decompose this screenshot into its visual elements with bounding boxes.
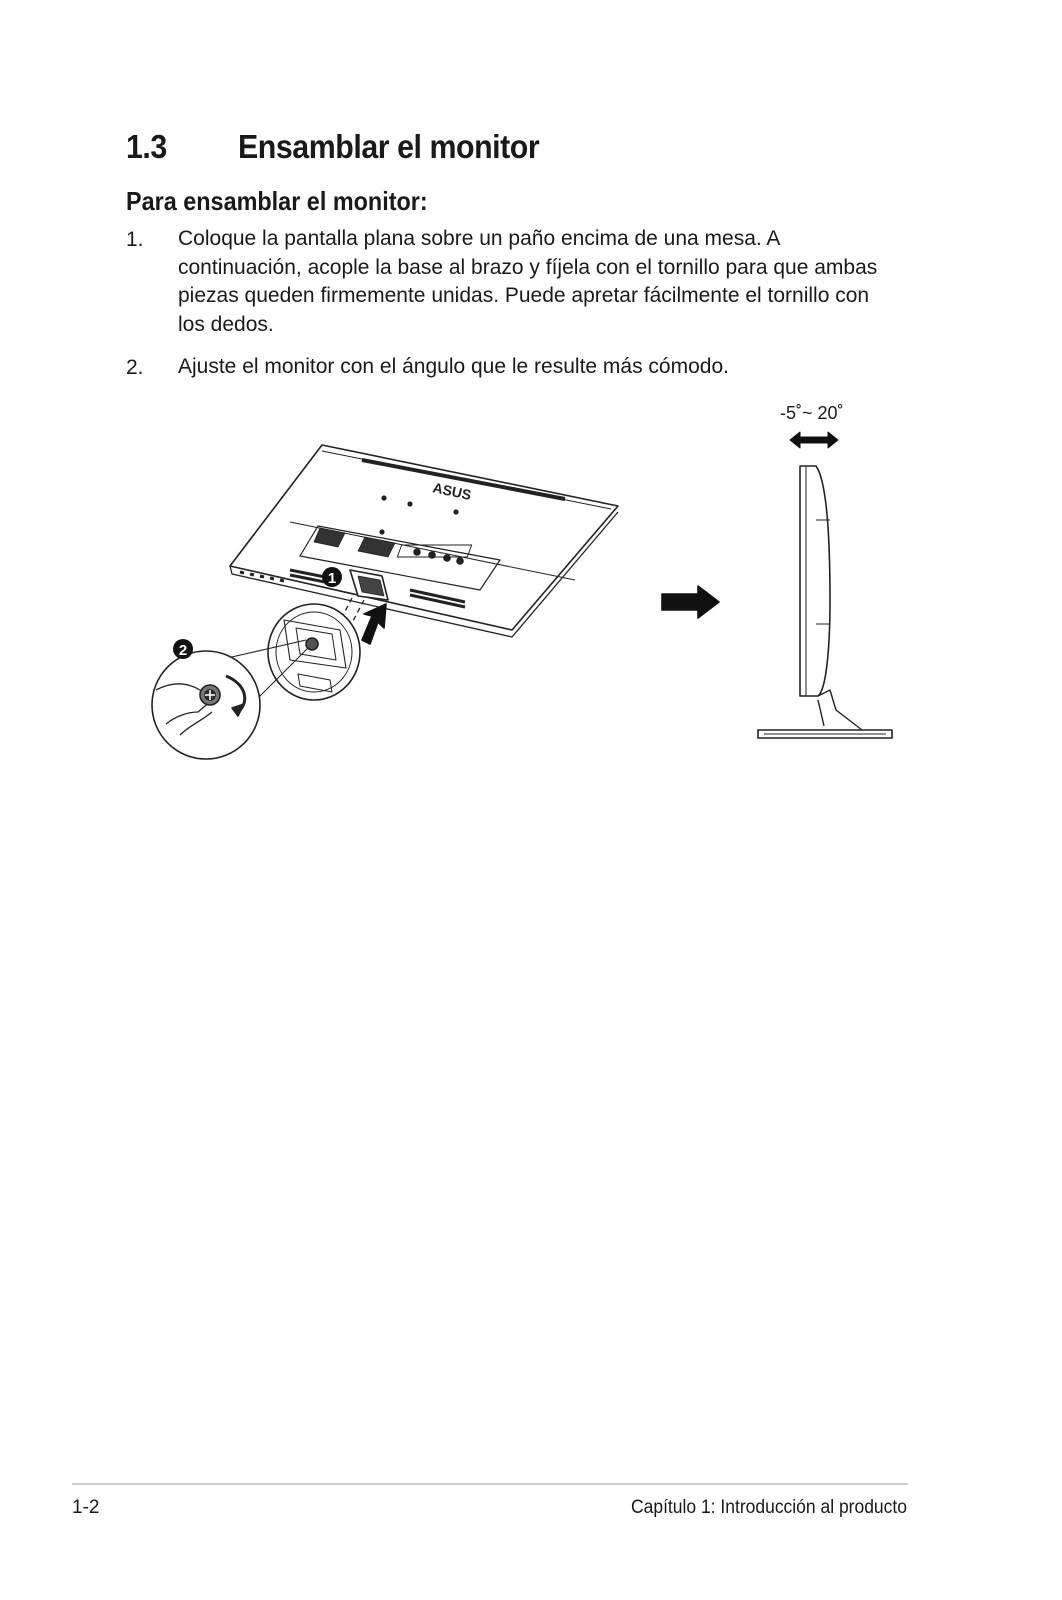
insert-arrow-icon	[362, 604, 386, 644]
callout-2-number: 2	[178, 642, 188, 659]
stand-base-illustration	[268, 604, 360, 700]
step-1-number: 1.	[126, 228, 144, 251]
assembly-illustration	[140, 395, 910, 770]
monitor-side-illustration	[758, 466, 892, 738]
next-step-arrow-icon	[662, 586, 719, 618]
screw-zoom-illustration	[152, 651, 260, 759]
page-number: 1-2	[72, 1497, 100, 1518]
step-2-number: 2.	[126, 356, 144, 379]
callout-1-number: 1	[327, 570, 337, 587]
monitor-back-illustration	[230, 445, 618, 637]
brand-logo: ASUS	[431, 479, 473, 504]
section-number: 1.3	[126, 128, 167, 165]
footer-divider	[72, 1483, 908, 1485]
step-1-text: Coloque la pantalla plana sobre un paño encima de una mesa. A continuación, acople la base al brazo y fíjela con el tornillo para que ambas piezas queden firmemente unidas. Puede apretar fácilmente el tornillo con los dedos.	[178, 227, 878, 336]
subheading: Para ensamblar el monitor:	[126, 186, 428, 216]
step-2-text: Ajuste el monitor con el ángulo que le resulte más cómodo.	[178, 355, 729, 378]
tilt-double-arrow-icon	[790, 432, 838, 448]
section-title: Ensamblar el monitor	[238, 128, 540, 165]
tilt-range-label: -5˚~ 20˚	[780, 403, 844, 423]
chapter-title: Capítulo 1: Introducción al producto	[631, 1497, 907, 1518]
